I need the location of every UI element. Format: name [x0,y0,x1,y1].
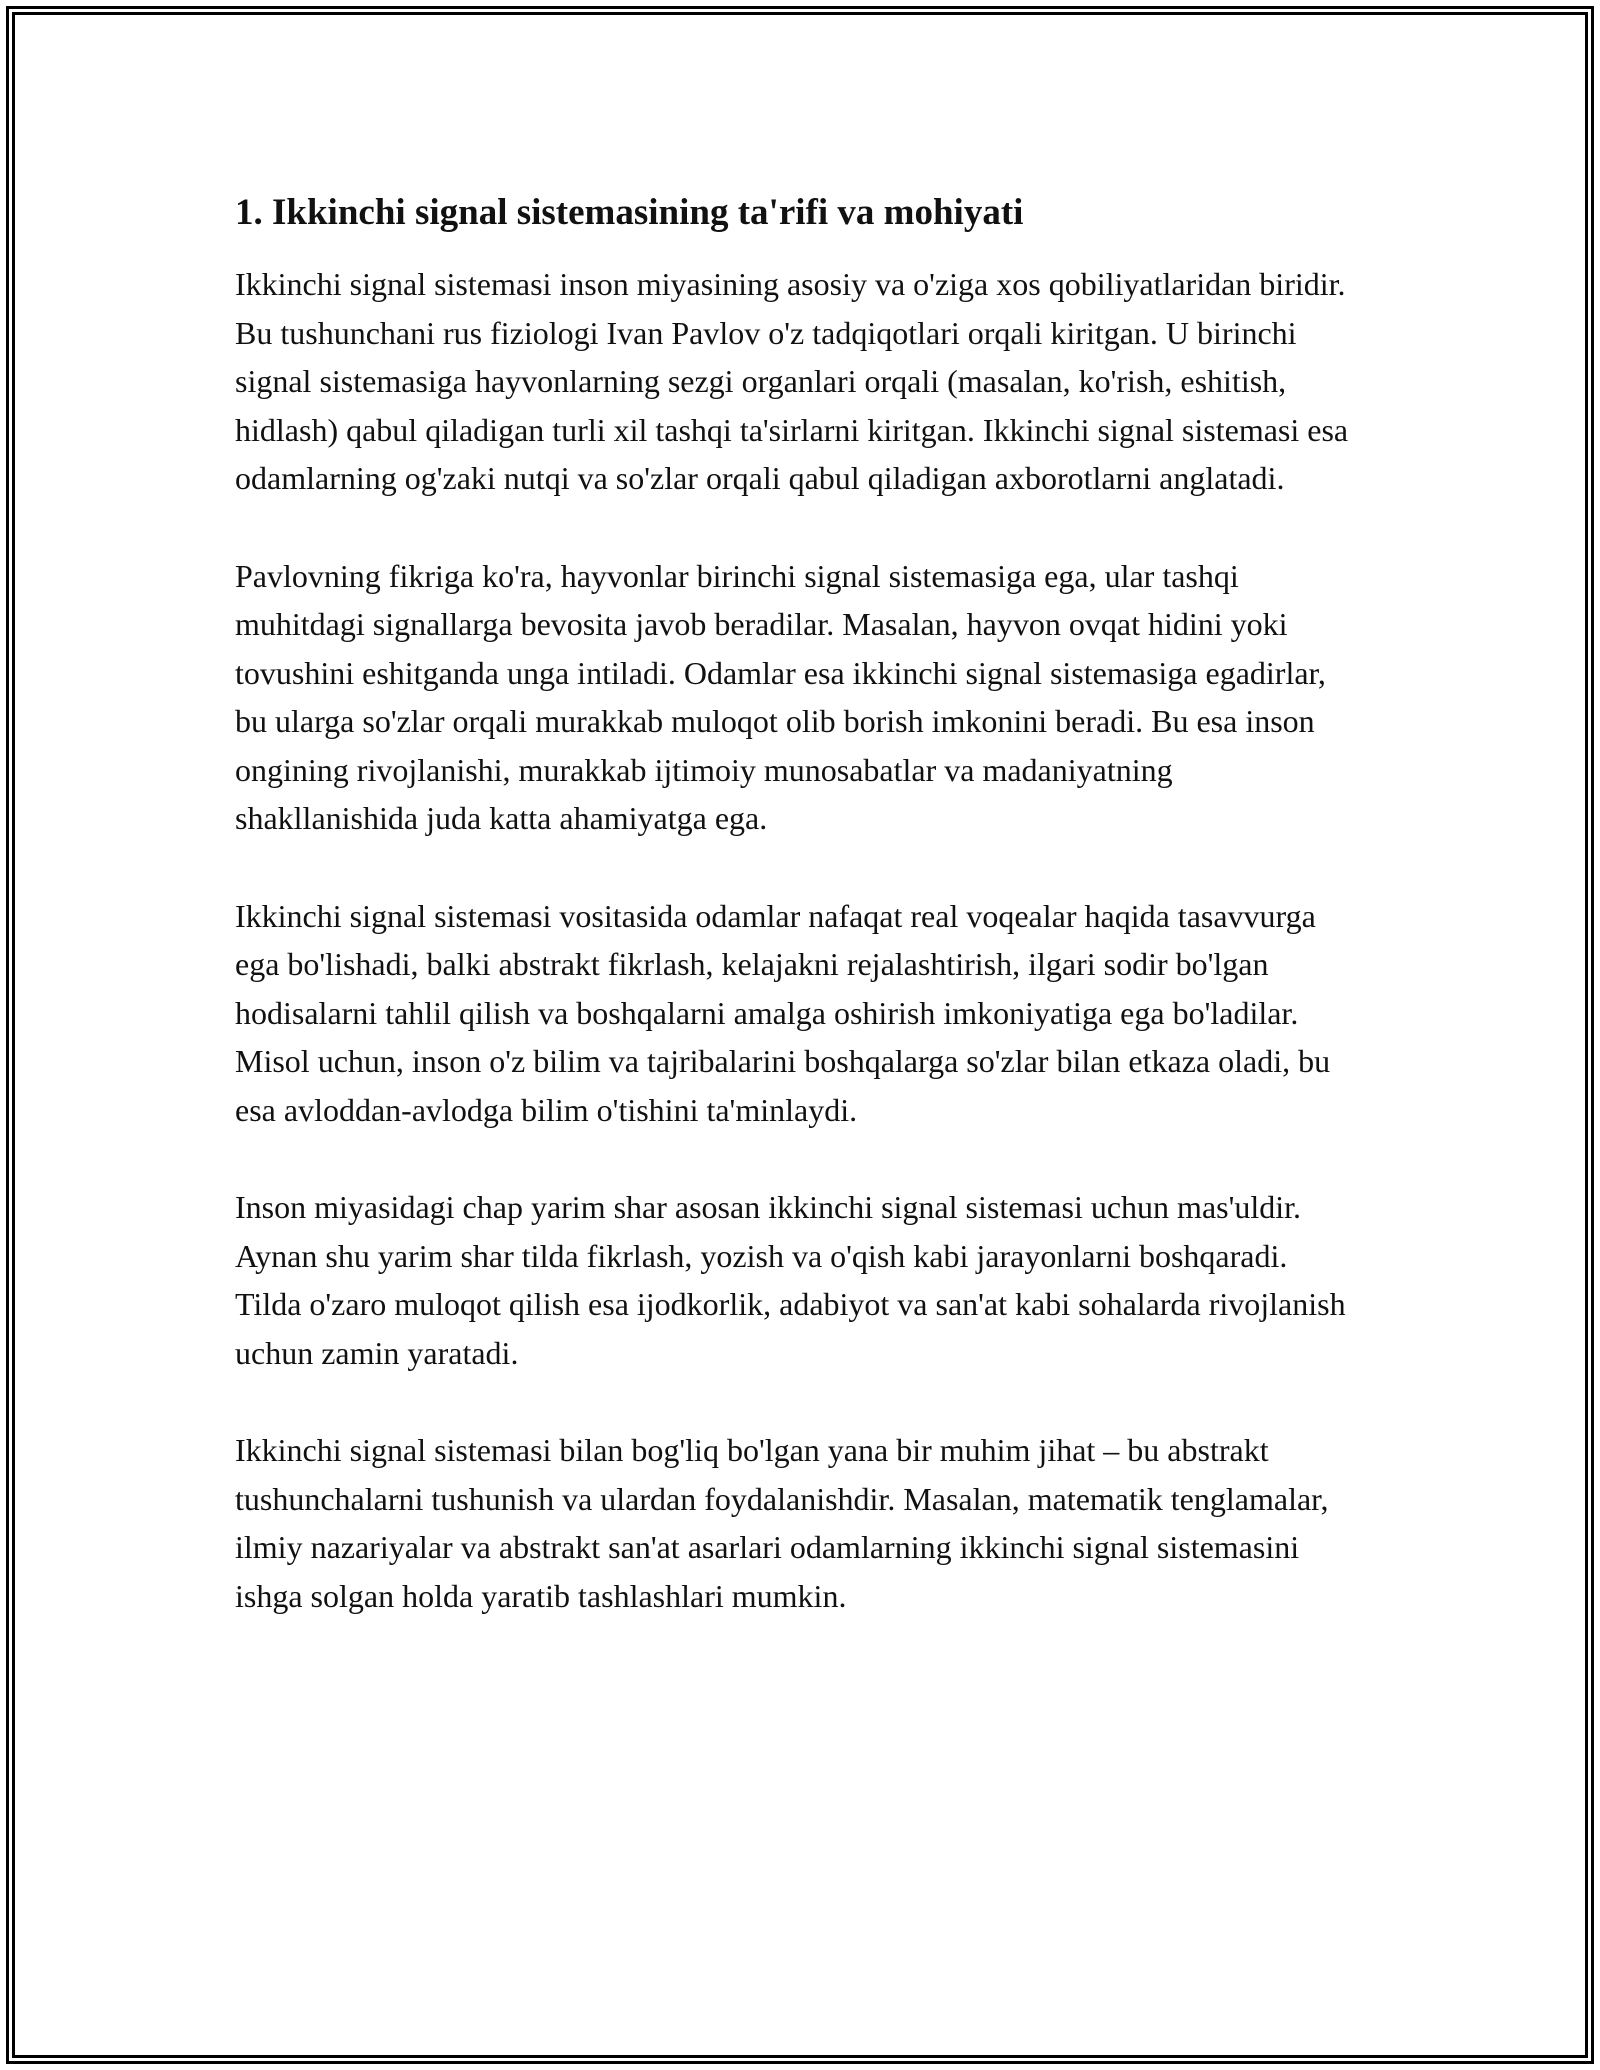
paragraph-2: Pavlovning fikriga ko'ra, hayvonlar birinchi signal sistemasiga ega, ular tashqi muhitdagi signallarga bevosita javob beradilar. Masalan, hayvon ovqat hidini yoki tovushini eshitganda unga intiladi. Odamlar esa ikkinchi signal sistemasiga egadirlar, bu ularga so'zlar orqali murakkab muloqot olib borish imkonini beradi. Bu esa inson ongining rivojlanishi, murakkab ijtimoiy munosabatlar va madaniyatning shakllanishida juda katta ahamiyatga ega. [235,557,1326,836]
paragraph-3: Ikkinchi signal sistemasi vositasida odamlar nafaqat real voqealar haqida tasavvurga ega bo'lishadi, balki abstrakt fikrlash, kelajakni rejalashtirish, ilgari sodir bo'lgan hodisalarni tahlil qilish va boshqalarni amalga oshirish imkoniyatiga ega bo'ladilar. Misol uchun, inson o'z bilim va tajribalarini boshqalarga so'zlar bilan etkaza oladi, bu esa avloddan-avlodga bilim o'tishini ta'minlaydi. [235,897,1331,1128]
section-heading: 1. Ikkinchi signal sistemasining ta'rifi va mohiyati [235,192,1024,233]
paragraph-4: Inson miyasidagi chap yarim shar asosan ikkinchi signal sistemasi uchun mas'uldir. Aynan shu yarim shar tilda fikrlash, yozish va o'qish kabi jarayonlarni boshqaradi. Tilda o'zaro muloqot qilish esa ijodkorlik, adabiyot va san'at kabi sohalarda rivojlanish uchun zamin yaratadi. [235,1189,1346,1371]
document-body [235,188,1355,1669]
paragraph-1: Ikkinchi signal sistemasi inson miyasining asosiy va o'ziga xos qobiliyatlaridan biridir. Bu tushunchani rus fiziologi Ivan Pavlov o'z tadqiqotlari orqali kiritgan. U birinchi signal sistemasiga hayvonlarning sezgi organlari orqali (masalan, ko'rish, eshitish, hidlash) qabul qiladigan turli xil tashqi ta'sirlarni kiritgan. Ikkinchi signal sistemasi esa odamlarning og'zaki nutqi va so'zlar orqali qabul qiladigan axborotlarni anglatadi. [235,266,1349,496]
paragraph-5: Ikkinchi signal sistemasi bilan bog'liq bo'lgan yana bir muhim jihat – bu abstrakt tushunchalarni tushunish va ulardan foydalanishdir. Masalan, matematik tenglamalar, ilmiy nazariyalar va abstrakt san'at asarlari odamlarning ikkinchi signal sistemasini ishga solgan holda yaratib tashlashlari mumkin. [235,1432,1329,1614]
